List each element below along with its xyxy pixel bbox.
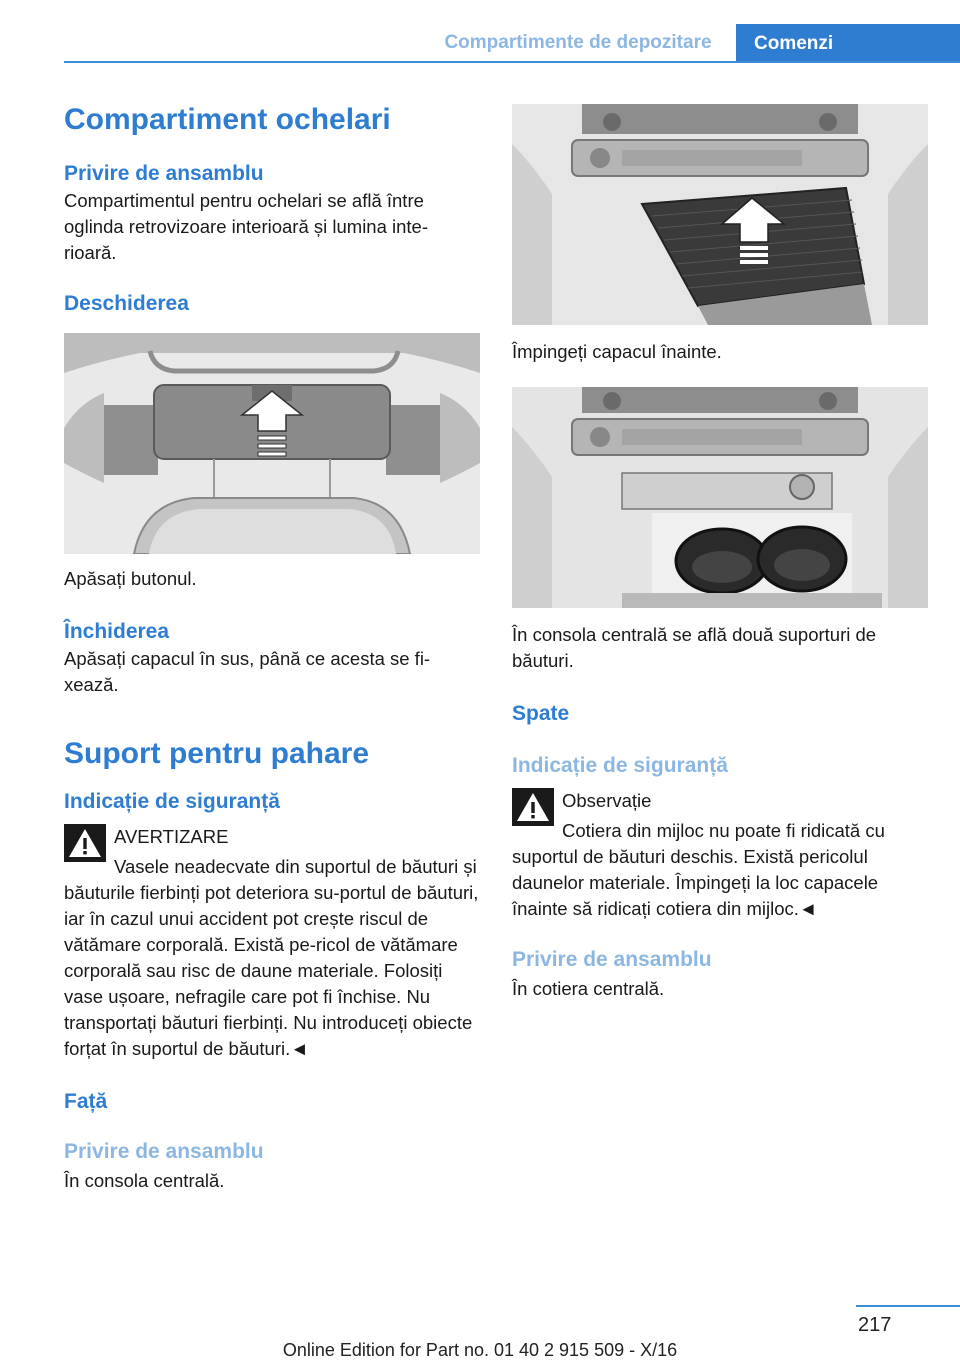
- cupholders-caption: În consola centrală se află două suporturi de băuturi.: [512, 624, 877, 671]
- note-box: [512, 788, 928, 922]
- rear-overview-heading: Privire de ansamblu: [512, 948, 712, 971]
- left-column: [64, 100, 480, 1194]
- front-overview-text: În consola centrală.: [64, 1170, 225, 1191]
- header-chapter-tab[interactable]: Comenzi: [736, 24, 960, 63]
- warning-text: Vasele neadecvate din suportul de băuturi și băuturile fierbinți pot deteriora su‐portul de băuturi, iar în cazul unui accident pot crește riscul de vătămare corporală. Există pe‐ricol de vătămare corporală sau risc de daune materiale. Folosiți vase ușoare, nefragile care pot fi închise. Nu transportați băuturi fierbinți. Nu introduceți obiecte forțat în suportul de băuturi.◄: [64, 856, 479, 1059]
- glasses-compartment-title: Compartiment ochelari: [64, 103, 391, 136]
- overview-heading: Privire de ansamblu: [64, 162, 264, 185]
- right-column: [512, 104, 928, 1002]
- glasses-compartment-photo: [64, 333, 480, 554]
- header-rule: [64, 61, 960, 63]
- cupholders-photo: [512, 387, 928, 608]
- warning-triangle-icon: [64, 824, 106, 862]
- warning-box: [64, 824, 480, 1062]
- footer-rule: [856, 1305, 960, 1307]
- front-overview-heading: Privire de ansamblu: [64, 1140, 264, 1163]
- cupholder-title: Suport pentru pahare: [64, 737, 370, 770]
- push-cover-caption: Împingeți capacul înainte.: [512, 341, 722, 362]
- note-title: Observație: [562, 790, 652, 811]
- header-section-title: Compartimente de depozitare: [444, 32, 712, 53]
- safety-heading: Indicație de siguranță: [64, 790, 280, 813]
- note-text: Cotiera din mijloc nu poate fi ridicată cu suportul de băuturi deschis. Există pericolul daunelor materiale. Împingeți la loc capacele înainte să ridicați cotiera din mijloc.◄: [512, 820, 885, 919]
- warning-title: AVERTIZARE: [114, 826, 229, 847]
- opening-heading: Deschiderea: [64, 292, 189, 315]
- closing-text: Apăsați capacul în sus, până ce acesta se fi‐xează.: [64, 648, 431, 695]
- rear-safety-heading: Indicație de siguranță: [512, 754, 728, 777]
- overview-text: Compartimentul pentru ochelari se află între oglinda retrovizoare interioară și lumina inte‐rioară.: [64, 190, 429, 263]
- opening-caption: Apăsați butonul.: [64, 568, 197, 589]
- cover-push-photo: [512, 104, 928, 325]
- edition-footer: Online Edition for Part no. 01 40 2 915 509 - X/16: [282, 1340, 678, 1360]
- rear-heading: Spate: [512, 702, 570, 725]
- page-number: 217: [858, 1314, 892, 1336]
- caution-triangle-icon: [512, 788, 554, 826]
- closing-heading: Închiderea: [64, 620, 170, 643]
- rear-overview-text: În cotiera centrală.: [512, 978, 665, 999]
- front-heading: Față: [64, 1090, 108, 1113]
